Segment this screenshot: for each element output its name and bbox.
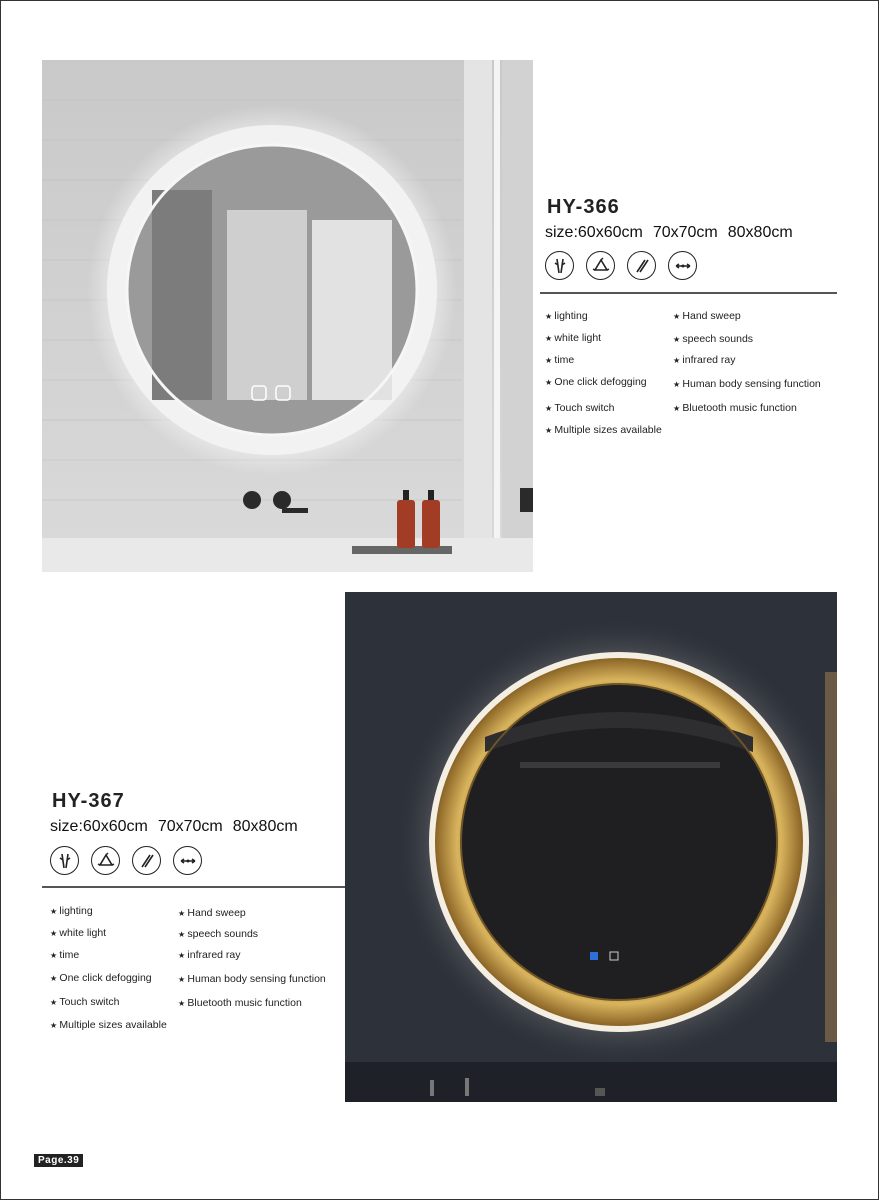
feature-item: ★ Multiple sizes available xyxy=(545,424,662,436)
feature-item: ★ infrared ray xyxy=(673,354,736,366)
size-prefix: size: xyxy=(50,818,83,835)
size-list xyxy=(545,224,803,242)
feature-item: ★ One click defogging xyxy=(50,972,152,984)
size-option: 60x60cm xyxy=(577,224,643,241)
feature-item: ★ Multiple sizes available xyxy=(50,1019,167,1031)
feature-item: ★ Hand sweep xyxy=(178,907,246,919)
feature-item: ★ Human body sensing function xyxy=(178,973,326,985)
size-option: 80x80cm xyxy=(232,818,298,835)
product-photo-hy-366 xyxy=(42,60,533,572)
divider xyxy=(42,886,345,888)
model-title: HY-367 xyxy=(52,790,125,812)
page-number: Page.39 xyxy=(34,1154,83,1167)
feature-item: ★ infrared ray xyxy=(178,949,241,961)
divider xyxy=(540,292,837,294)
defog-lines-icon xyxy=(132,846,161,875)
arrows-icon xyxy=(173,846,202,875)
product-photo-hy-367 xyxy=(345,592,837,1102)
arrows-icon xyxy=(668,251,697,280)
size-option: 70x70cm xyxy=(652,224,718,241)
model-title: HY-366 xyxy=(547,196,620,218)
feature-icons xyxy=(545,251,697,280)
feature-item: ★ speech sounds xyxy=(178,928,258,940)
defog-lines-icon xyxy=(627,251,656,280)
hand-sweep-icon xyxy=(545,251,574,280)
feature-item: ★ white light xyxy=(50,927,106,939)
feature-item: ★ One click defogging xyxy=(545,376,647,388)
size-option: 80x80cm xyxy=(727,224,793,241)
feature-item: ★ Human body sensing function xyxy=(673,378,821,390)
size-option: 60x60cm xyxy=(82,818,148,835)
size-option: 70x70cm xyxy=(157,818,223,835)
feature-item: ★ time xyxy=(50,949,79,961)
feature-item: ★ Touch switch xyxy=(50,996,120,1008)
feature-item: ★ time xyxy=(545,354,574,366)
size-prefix: size: xyxy=(545,224,578,241)
feature-item: ★ lighting xyxy=(50,905,93,917)
feature-item: ★ Touch switch xyxy=(545,402,615,414)
feature-item: ★ lighting xyxy=(545,310,588,322)
recycle-icon xyxy=(91,846,120,875)
feature-item: ★ Bluetooth music function xyxy=(673,402,797,414)
size-list xyxy=(50,818,308,836)
feature-icons xyxy=(50,846,202,875)
feature-item: ★ speech sounds xyxy=(673,333,753,345)
feature-item: ★ Bluetooth music function xyxy=(178,997,302,1009)
feature-item: ★ white light xyxy=(545,332,601,344)
hand-sweep-icon xyxy=(50,846,79,875)
recycle-icon xyxy=(586,251,615,280)
feature-item: ★ Hand sweep xyxy=(673,310,741,322)
